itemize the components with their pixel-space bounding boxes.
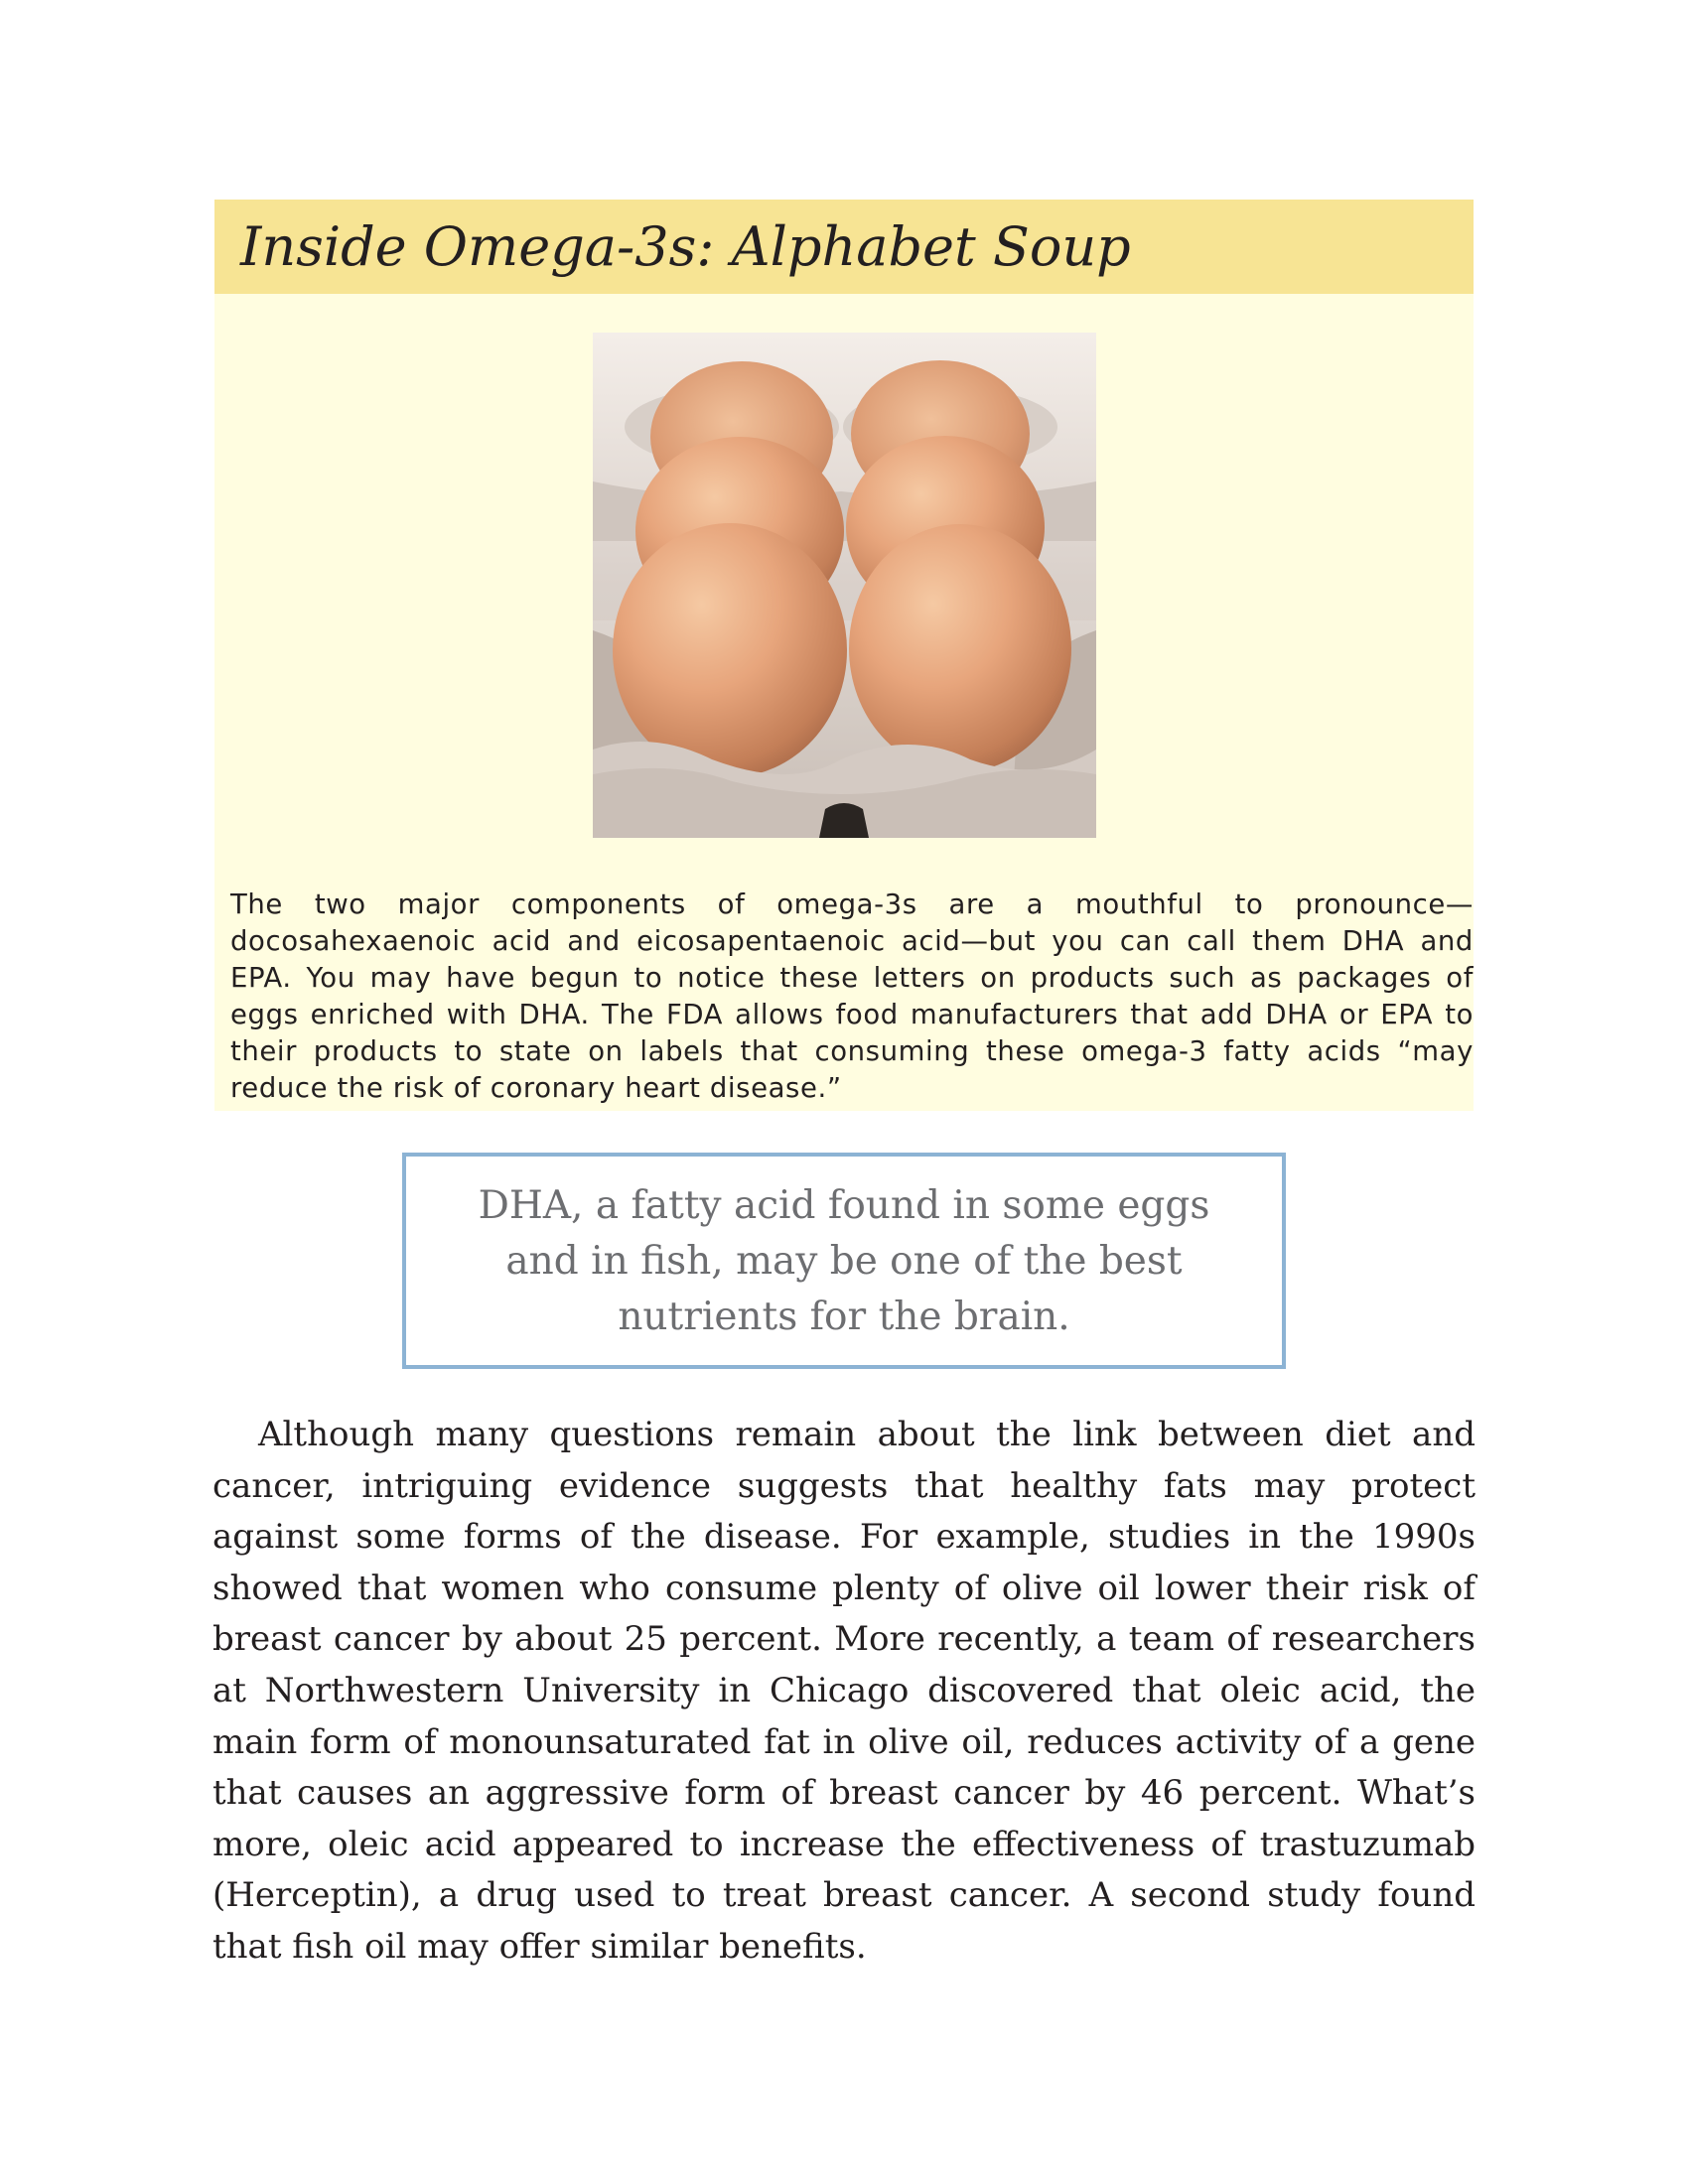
sidebar-body-text: The two major components of omega-3s are a mouthful to pronounce—docosahexaenoic acid and eicosapentaenoic acid—but you can call them DHA and EPA. You may have begun to notice these letters on products such as packages of eggs enriched with DHA. The FDA allows food manufacturers that add DHA or EPA to their products to state on labels that consuming these omega-3 fatty acids “may reduce the risk of coronary heart disease.” (230, 888, 1474, 1104)
pull-quote-text: DHA, a fatty acid found in some eggs and in fish, may be one of the best nutrients for the brain. (478, 1183, 1210, 1339)
eggs-in-carton-photo (593, 333, 1096, 838)
sidebar-title-bar (214, 200, 1474, 294)
pull-quote-box (402, 1153, 1286, 1369)
body-paragraph: Although many questions remain about the link between diet and cancer, intriguing evidence suggests that healthy fats may protect against some forms of the disease. For example, studies in the 1990s showed that women who consume plenty of olive oil lower their risk of breast cancer by about 25 percent. More recently, a team of researchers at Northwestern University in Chicago discovered that oleic acid, the main form of monounsaturated fat in olive oil, reduces activity of a gene that causes an aggressive form of breast cancer by 46 percent. What’s more, oleic acid appeared to increase the effectiveness of trastuzumab (Herceptin), a drug used to treat breast cancer. A second study found that fish oil may offer similar benefits. (212, 1415, 1476, 1967)
omega3-sidebar (214, 200, 1474, 1111)
sidebar-title: Inside Omega-3s: Alphabet Soup (240, 215, 1131, 278)
